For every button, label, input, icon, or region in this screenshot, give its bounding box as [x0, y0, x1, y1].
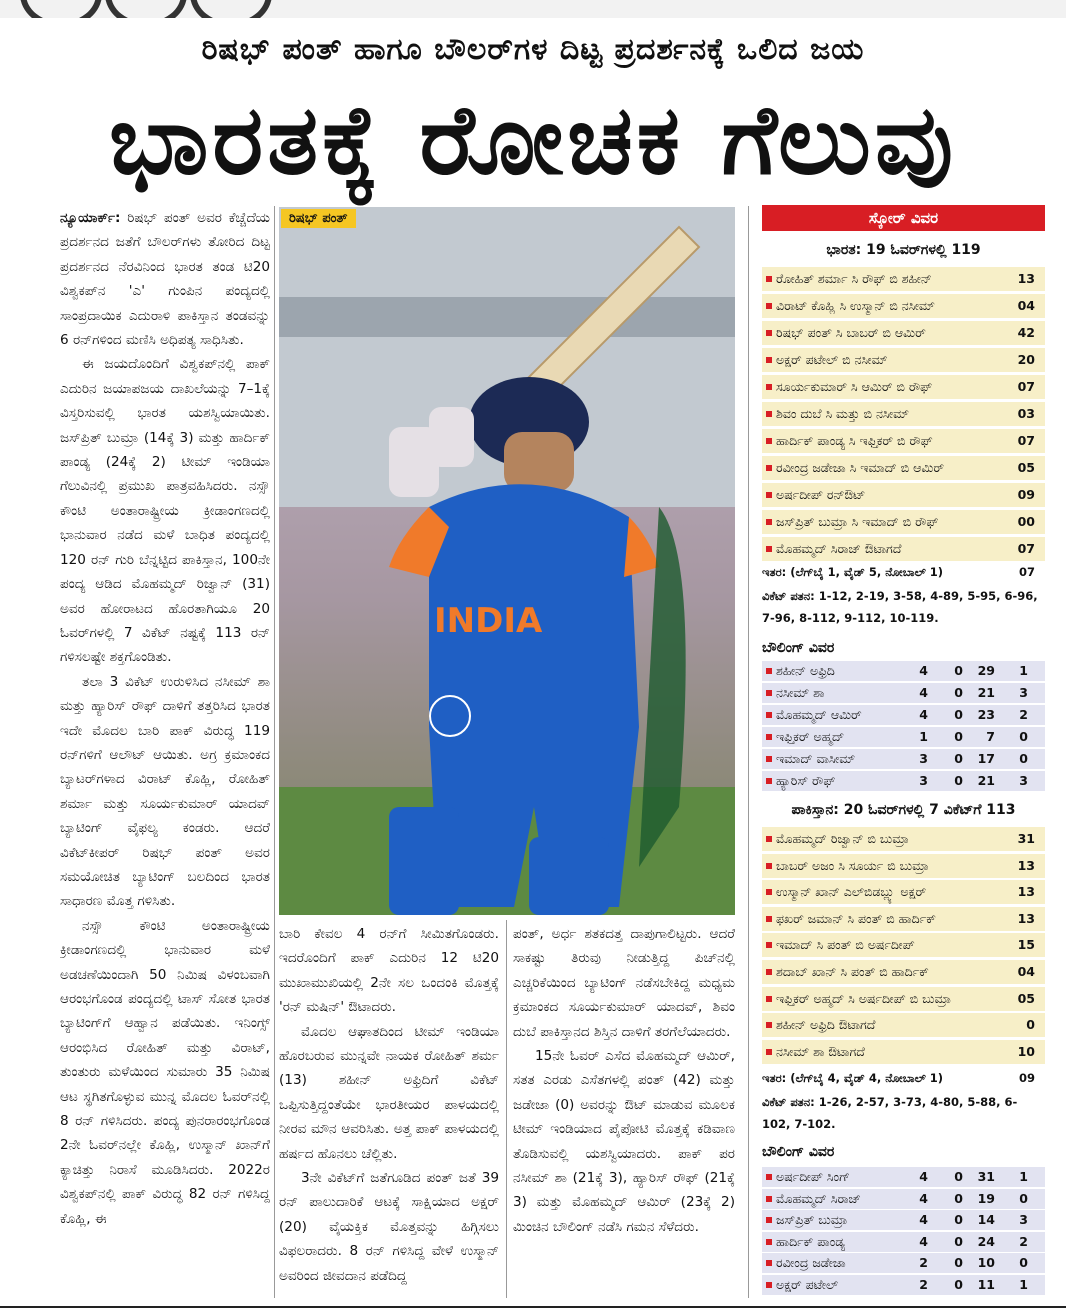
bullet-icon: [766, 411, 772, 417]
batter-runs: 13: [1017, 271, 1035, 286]
article-paragraph: ಮೊದಲ ಆಘಾತದಿಂದ ಟೀಮ್ ಇಂಡಿಯಾ ಹೊರಬರುವ ಮುನ್ನವೇ ನಾಯಕ ರೋಹಿತ್ ಶರ್ಮ (13) ಶಹೀನ್ ಅಫ್ರಿದಿಗೆ ವಿಕೆಟ್ ಒಪ್ಪಿಸುತ್ತಿದ್ದಂತೆಯೇ ಭಾರತೀಯರ ಪಾಳಯದಲ್ಲಿ ನೀರವ ಮೌನ ಆವರಿಸಿತು. ಅತ್ತ ಪಾಕ್ ಪಾಳಯದಲ್ಲಿ ಹರ್ಷದ ಹೊನಲು ಚೆಲ್ಲಿತು.: [279, 1023, 499, 1162]
batter-runs: 00: [1017, 514, 1035, 529]
bowler-wickets: 1: [1019, 663, 1028, 678]
bowler-overs: 4: [919, 1233, 928, 1249]
bowler-overs: 3: [919, 751, 928, 766]
bullet-icon: [766, 996, 772, 1002]
batting-pad: [529, 837, 609, 915]
jersey-lettering: INDIA: [434, 601, 543, 641]
main-headline: ಭಾರತಕ್ಕೆ ರೋಚಕ ಗೆಲುವು: [108, 84, 958, 196]
bowling-row: [762, 1189, 1045, 1211]
batter-name: ಜಸ್‌ಪ್ರಿತ್ ಬುಮ್ರಾ ಸಿ ಇಮಾದ್ ಬಿ ರೌಫ್: [776, 514, 939, 529]
batter-name: ನಸೀಮ್ ಶಾ ಔಟಾಗದೆ: [776, 1043, 865, 1059]
batting-row: [762, 483, 1045, 509]
batter-name: ಉಸ್ಮಾನ್ ಖಾನ್ ಎಲ್‌ಬಿಡಬ್ಲ್ಯು ಅಕ್ಷರ್: [776, 884, 927, 900]
batter-name: ರಿಷಭ್ ಪಂತ್ ಸಿ ಬಾಬರ್ ಬಿ ಆಮಿರ್: [776, 325, 926, 340]
scorecard: [762, 205, 1045, 1295]
bowler-wickets: 3: [1019, 685, 1028, 700]
bowler-wickets: 3: [1019, 773, 1028, 788]
batter-name: ಇಮಾದ್ ಸಿ ಪಂತ್ ಬಿ ಅರ್ಷದೀಪ್: [776, 937, 915, 953]
bowler-runs: 11: [977, 1276, 995, 1292]
batter-runs: 05: [1017, 460, 1035, 475]
batter-runs: 13: [1017, 910, 1035, 926]
batter-name: ಮೊಹಮ್ಮದ್ ರಿಜ್ವಾನ್ ಬಿ ಬುಮ್ರಾ: [776, 831, 910, 846]
bowler-name: ಮೊಹಮ್ಮದ್ ಸಿರಾಜ್: [776, 1190, 861, 1206]
batting-row: [762, 1013, 1045, 1039]
batting-row: [762, 537, 1045, 563]
article-column-2: [279, 922, 499, 1294]
batter-runs: 10: [1017, 1043, 1035, 1059]
bowler-name: ಹ್ಯಾರಿಸ್ ರೌಫ್: [776, 773, 836, 788]
bullet-icon: [766, 384, 772, 390]
kicker-headline: ರಿಷಭ್ ಪಂತ್ ಹಾಗೂ ಬೌಲರ್‌ಗಳ ದಿಟ್ಟ ಪ್ರದರ್ಶನಕ್ಕೆ ಒಲಿದ ಜಯ: [201, 32, 865, 67]
bowler-maidens: 0: [954, 1169, 963, 1184]
bullet-icon: [766, 357, 772, 363]
bowler-wickets: 1: [1019, 1169, 1028, 1184]
bowler-runs: 21: [977, 685, 995, 700]
batting-glove: [429, 407, 474, 467]
batting-row: [762, 294, 1045, 320]
bowler-runs: 19: [977, 1190, 995, 1206]
batter-runs: 31: [1017, 831, 1035, 846]
bowler-name: ಅರ್ಷದೀಪ್ ಸಿಂಗ್: [776, 1169, 850, 1184]
batting-row: [762, 987, 1045, 1013]
tournament-logo-icon: [429, 695, 471, 737]
article-paragraph: ಬಾರಿ ಕೇವಲ 4 ರನ್‌ಗೆ ಸೀಮಿತಗೊಂಡರು. ಇದರೊಂದಿಗೆ ಪಾಕ್ ಎದುರಿನ 12 ಟಿ20 ಮುಖಾಮುಖಿಯಲ್ಲಿ 2ನೇ ಸಲ ಒಂದಂಕಿ ಮೊತ್ತಕ್ಕೆ 'ರನ್ ಮಷಿನ್' ಔಟಾದರು.: [279, 926, 499, 1016]
pakistan-bowling-title: ಬೌಲಿಂಗ್ ವಿವರ: [762, 640, 835, 656]
batting-row: [762, 827, 1045, 853]
batter-runs: 04: [1017, 298, 1035, 313]
bowling-row: [762, 1167, 1045, 1189]
article-paragraph: 15ನೇ ಓವರ್ ಎಸೆದ ಮೊಹಮ್ಮದ್ ಆಮಿರ್, ಸತತ ಎರಡು ಎಸೆತಗಳಲ್ಲಿ ಪಂತ್ (42) ಮತ್ತು ಜಡೇಜಾ (0) ಅವರನ್ನು ಔಟ್ ಮಾಡುವ ಮೂಲಕ ಟೀಮ್ ಇಂಡಿಯಾದ ಪೈಪೋಟಿ ಮೊತ್ತಕ್ಕೆ ಕಡಿವಾಣ ತೊಡಿಸುವಲ್ಲಿ ಯಶಸ್ವಿಯಾದರು. ಪಾಕ್ ಪರ ನಸೀಮ್ ಶಾ (21ಕ್ಕೆ 3), ಹ್ಯಾರಿಸ್ ರೌಫ್ (21ಕ್ಕೆ 3) ಮತ್ತು ಮೊಹಮ್ಮದ್ ಆಮಿರ್ (23ಕ್ಕೆ 2) ಮಿಂಚಿನ ಬೌಲಿಂಗ್ ನಡೆಸಿ ಗಮನ ಸೆಳೆದರು.: [513, 1048, 735, 1235]
bowler-runs: 29: [977, 663, 995, 678]
bowler-maidens: 0: [954, 773, 963, 788]
bowler-runs: 23: [977, 707, 995, 722]
bowler-wickets: 0: [1019, 729, 1028, 744]
bowler-overs: 4: [919, 707, 928, 722]
bowler-maidens: 0: [954, 663, 963, 678]
bowler-runs: 17: [977, 751, 995, 766]
bowler-overs: 1: [919, 729, 928, 744]
masthead-logo-fragment: [190, 0, 272, 18]
bowler-runs: 7: [986, 729, 995, 744]
batting-row: [762, 375, 1045, 401]
batting-row: [762, 321, 1045, 347]
bowler-maidens: 0: [954, 685, 963, 700]
pakistan-innings-header: ಪಾಕಿಸ್ತಾನ: 20 ಓವರ್‌ಗಳಲ್ಲಿ 7 ವಿಕೆಟ್‌ಗೆ 113: [791, 802, 1016, 818]
bowler-overs: 4: [919, 685, 928, 700]
batting-row: [762, 510, 1045, 536]
bowler-overs: 4: [919, 663, 928, 678]
bowler-wickets: 2: [1019, 1233, 1028, 1249]
bowler-maidens: 0: [954, 1276, 963, 1292]
batting-row: [762, 907, 1045, 933]
masthead-logo-fragment: [20, 0, 102, 18]
bullet-icon: [766, 712, 772, 718]
bullet-icon: [766, 1196, 772, 1202]
batting-row: [762, 456, 1045, 482]
batting-row: [762, 880, 1045, 906]
bowler-runs: 21: [977, 773, 995, 788]
photo-illustration: [279, 207, 735, 915]
bullet-icon: [766, 863, 772, 869]
india-bowling-title: ಬೌಲಿಂಗ್ ವಿವರ: [762, 1144, 835, 1160]
batter-name: ಅಕ್ಷರ್ ಪಟೇಲ್ ಬಿ ನಸೀಮ್: [776, 352, 888, 367]
batter-name: ಅರ್ಷದೀಪ್ ರನ್‌ಔಟ್: [776, 487, 866, 502]
article-column-1: [60, 206, 270, 1296]
bowler-wickets: 3: [1019, 1212, 1028, 1227]
batting-row: [762, 960, 1045, 986]
bowler-runs: 14: [977, 1212, 995, 1227]
bullet-icon: [766, 1022, 772, 1028]
bowling-row: [762, 727, 1045, 749]
bowler-maidens: 0: [954, 707, 963, 722]
bullet-icon: [766, 330, 772, 336]
bowler-name: ನಸೀಮ್ ಶಾ: [776, 685, 825, 700]
batting-row: [762, 402, 1045, 428]
bullet-icon: [766, 836, 772, 842]
bowler-name: ಇಫ್ತಿಕರ್ ಅಹ್ಮದ್: [776, 729, 845, 744]
batting-row: [762, 854, 1045, 880]
article-paragraph: ಈ ಜಯದೊಂದಿಗೆ ವಿಶ್ವಕಪ್‌ನಲ್ಲಿ ಪಾಕ್ ಎದುರಿನ ಜಯಾಪಜಯ ದಾಖಲೆಯನ್ನು 7–1ಕ್ಕೆ ವಿಸ್ತರಿಸುವಲ್ಲಿ ಭಾರತ ಯಶಸ್ವಿಯಾಯಿತು. ಜಸ್‌ಪ್ರಿತ್ ಬುಮ್ರಾ (14ಕ್ಕೆ 3) ಮತ್ತು ಹಾರ್ದಿಕ್ ಪಾಂಡ್ಯ (24ಕ್ಕೆ 2) ಟೀಮ್ ಇಂಡಿಯಾ ಗೆಲುವಿನಲ್ಲಿ ಪ್ರಮುಖ ಪಾತ್ರವಹಿಸಿದರು. ನಸ್ಸೌ ಕೌಂಟಿ ಅಂತಾರಾಷ್ಟ್ರೀಯ ಕ್ರೀಡಾಂಗಣದಲ್ಲಿ ಭಾನುವಾರ ನಡೆದ ಮಳೆ ಬಾಧಿತ ಪಂದ್ಯದಲ್ಲಿ 120 ರನ್ ಗುರಿ ಬೆನ್ನಟ್ಟಿದ ಪಾಕಿಸ್ತಾನ, 100ನೇ ಪಂದ್ಯ ಆಡಿದ ಮೊಹಮ್ಮದ್ ರಿಜ್ವಾನ್ (31) ಅವರ ಹೋರಾಟದ ಹೊರತಾಗಿಯೂ 20 ಓವರ್‌ಗಳಲ್ಲಿ 7 ವಿಕೆಟ್ ನಷ್ಟಕ್ಕೆ 113 ರನ್ ಗಳಿಸಲಷ್ಟೇ ಶಕ್ತಗೊಂಡಿತು.: [60, 356, 270, 666]
bowler-name: ರವೀಂದ್ರ ಜಡೇಜಾ: [776, 1255, 846, 1270]
article-column-3: [513, 922, 735, 1294]
bowler-overs: 3: [919, 773, 928, 788]
column-divider: [748, 206, 749, 1298]
batting-row: [762, 933, 1045, 959]
india-fall-of-wickets: ವಿಕೆಟ್ ಪತನ: 1-12, 2-19, 3-58, 4-89, 5-95, 6-96, 7-96, 8-112, 9-112, 10-119.: [762, 589, 1038, 625]
bowling-row: [762, 1210, 1045, 1232]
bowler-name: ಮೊಹಮ್ಮದ್ ಆಮಿರ್: [776, 707, 862, 722]
bowling-row: [762, 705, 1045, 727]
bullet-icon: [766, 276, 772, 282]
bullet-icon: [766, 303, 772, 309]
bullet-icon: [766, 492, 772, 498]
batter-runs: 04: [1017, 964, 1035, 979]
bowler-maidens: 0: [954, 1233, 963, 1249]
player-photo: [279, 207, 735, 915]
bowler-maidens: 0: [954, 729, 963, 744]
bullet-icon: [766, 438, 772, 444]
bullet-icon: [766, 889, 772, 895]
bowler-overs: 4: [919, 1212, 928, 1227]
bowler-name: ಹಾರ್ದಿಕ್ ಪಾಂಡ್ಯ: [776, 1233, 845, 1249]
batter-name: ಹಾರ್ದಿಕ್ ಪಾಂಡ್ಯ ಸಿ ಇಫ್ತಿಕರ್ ಬಿ ರೌಫ್: [776, 433, 933, 448]
bullet-icon: [766, 1217, 772, 1223]
bullet-icon: [766, 969, 772, 975]
bullet-icon: [766, 546, 772, 552]
bullet-icon: [766, 756, 772, 762]
bowler-maidens: 0: [954, 1212, 963, 1227]
bullet-icon: [766, 1260, 772, 1266]
batter-name: ಶಿವಂ ದುಬೆ ಸಿ ಮತ್ತು ಬಿ ನಸೀಮ್: [776, 406, 910, 421]
batter-runs: 05: [1017, 990, 1035, 1006]
pakistan-extras: ಇತರ: (ಲೆಗ್‌ಬೈ 4, ವೈಡ್ 4, ನೋಬಾಲ್ 1) 09: [762, 1071, 1035, 1085]
batting-row: [762, 429, 1045, 455]
masthead-logo-fragment: [105, 0, 187, 18]
bowler-wickets: 0: [1019, 1255, 1028, 1270]
batter-name: ಮೊಹಮ್ಮದ್ ಸಿರಾಜ್ ಔಟಾಗದೆ: [776, 541, 902, 556]
batter-runs: 13: [1017, 857, 1035, 873]
batting-row: [762, 267, 1045, 293]
bowling-row: [762, 1253, 1045, 1275]
bullet-icon: [766, 1049, 772, 1055]
batter-name: ವಿರಾಟ್ ಕೊಹ್ಲಿ ಸಿ ಉಸ್ಮಾನ್ ಬಿ ನಸೀಮ್: [776, 298, 935, 313]
column-divider: [506, 920, 507, 1298]
batter-name: ಫಖರ್ ಜಮಾನ್ ಸಿ ಪಂತ್ ಬಿ ಹಾರ್ದಿಕ್: [776, 910, 936, 926]
stand-tier: [279, 297, 735, 337]
article-paragraph: ನಸ್ಸೌ ಕೌಂಟಿ ಅಂತಾರಾಷ್ಟ್ರೀಯ ಕ್ರೀಡಾಂಗಣದಲ್ಲಿ ಭಾನುವಾರ ಮಳೆ ಅಡಚಣೆಯಿಂದಾಗಿ 50 ನಿಮಿಷ ವಿಳಂಬವಾಗಿ ಆರಂಭಗೊಂಡ ಪಂದ್ಯದಲ್ಲಿ ಟಾಸ್ ಸೋತ ಭಾರತ ಬ್ಯಾಟಿಂಗ್‌ಗೆ ಆಹ್ವಾನ ಪಡೆಯಿತು. ಇನಿಂಗ್ಸ್ ಆರಂಭಿಸಿದ ರೋಹಿತ್ ಮತ್ತು ವಿರಾಟ್, ತುಂತುರು ಮಳೆಯಿಂದ ಸುಮಾರು 35 ನಿಮಿಷ ಆಟ ಸ್ಥಗಿತಗೊಳ್ಳುವ ಮುನ್ನ ಮೊದಲ ಓವರ್‌ನಲ್ಲಿ 8 ರನ್ ಗಳಿಸಿದರು. ಪಂದ್ಯ ಪುನರಾರಂಭಗೊಂಡ 2ನೇ ಓವರ್‌ನಲ್ಲೇ ಕೊಹ್ಲಿ, ಉಸ್ಮಾನ್ ಖಾನ್‌ಗೆ ಕ್ಯಾಚಿತ್ತು ನಿರಾಸೆ ಮೂಡಿಸಿದರು. 2022ರ ವಿಶ್ವಕಪ್‌ನಲ್ಲಿ ಪಾಕ್ ವಿರುದ್ಧ 82 ರನ್ ಗಳಿಸಿದ್ದ ಕೊಹ್ಲಿ, ಈ: [60, 917, 270, 1227]
bowler-wickets: 1: [1019, 1276, 1028, 1292]
bowler-wickets: 2: [1019, 707, 1028, 722]
bowler-name: ಅಕ್ಷರ್ ಪಟೇಲ್: [776, 1276, 839, 1292]
bullet-icon: [766, 916, 772, 922]
batter-runs: 0: [1026, 1017, 1035, 1033]
batter-runs: 07: [1017, 541, 1035, 556]
batter-runs: 13: [1017, 884, 1035, 900]
bowler-wickets: 0: [1019, 1190, 1028, 1206]
bowler-runs: 31: [977, 1169, 995, 1184]
article-paragraph: ತಲಾ 3 ವಿಕೆಟ್ ಉರುಳಿಸಿದ ನಸೀಮ್ ಶಾ ಮತ್ತು ಹ್ಯಾರಿಸ್ ರೌಫ್ ದಾಳಿಗೆ ತತ್ತರಿಸಿದ ಭಾರತ ಇದೇ ಮೊದಲ ಬಾರಿ ಪಾಕ್ ವಿರುದ್ಧ 119 ರನ್‌ಗಳಿಗೆ ಆಲೌಟ್ ಆಯಿತು. ಅಗ್ರ ಕ್ರಮಾಂಕದ ಬ್ಯಾಟರ್‌ಗಳಾದ ವಿರಾಟ್ ಕೊಹ್ಲಿ, ರೋಹಿತ್ ಶರ್ಮಾ ಮತ್ತು ಸೂರ್ಯಕುಮಾರ್ ಯಾದವ್ ಬ್ಯಾಟಿಂಗ್ ವೈಫಲ್ಯ ಕಂಡರು. ಆದರೆ ವಿಕೆಟ್‌ಕೀಪರ್ ರಿಷಭ್ ಪಂತ್ ಅವರ ಸಮಯೋಚಿತ ಬ್ಯಾಟಿಂಗ್ ಬಲದಿಂದ ಭಾರತ ಸಾಧಾರಣ ಮೊತ್ತ ಗಳಿಸಿತು.: [60, 673, 270, 910]
photo-caption: ರಿಷಭ್ ಪಂತ್: [281, 209, 356, 228]
bullet-icon: [766, 519, 772, 525]
batting-row: [762, 1040, 1045, 1066]
page-bottom-rule: [0, 1306, 1066, 1308]
bullet-icon: [766, 942, 772, 948]
batter-runs: 07: [1017, 379, 1035, 394]
bowler-runs: 24: [977, 1233, 995, 1249]
bowler-overs: 4: [919, 1169, 928, 1184]
column-divider: [274, 206, 275, 1298]
masthead-strip: [0, 0, 1066, 18]
batting-pad: [389, 807, 459, 915]
bowler-overs: 2: [919, 1276, 928, 1292]
bowler-maidens: 0: [954, 1255, 963, 1270]
batting-row: [762, 348, 1045, 374]
batter-name: ಇಫ್ತಿಕರ್ ಅಹ್ಮದ್ ಸಿ ಅರ್ಷದೀಪ್ ಬಿ ಬುಮ್ರಾ: [776, 990, 952, 1006]
batter-name: ರವೀಂದ್ರ ಜಡೇಜಾ ಸಿ ಇಮಾದ್ ಬಿ ಆಮಿರ್: [776, 460, 945, 475]
pakistan-fall-of-wickets: ವಿಕೆಟ್ ಪತನ: 1-26, 2-57, 3-73, 4-80, 5-88, 6-102, 7-102.: [762, 1095, 1018, 1131]
batter-runs: 07: [1017, 433, 1035, 448]
bowling-row: [762, 661, 1045, 683]
bowler-runs: 10: [977, 1255, 995, 1270]
bullet-icon: [766, 668, 772, 674]
india-extras: ಇತರ: (ಲೆಗ್‌ಬೈ 1, ವೈಡ್ 5, ನೋಬಾಲ್ 1) 07: [762, 565, 1035, 579]
india-innings-header: ಭಾರತ: 19 ಓವರ್‌ಗಳಲ್ಲಿ 119: [826, 242, 981, 258]
batter-name: ಬಾಬರ್ ಅಜಂ ಸಿ ಸೂರ್ಯ ಬಿ ಬುಮ್ರಾ: [776, 857, 929, 873]
batter-runs: 09: [1017, 487, 1035, 502]
dateline: ನ್ಯೂಯಾರ್ಕ್:: [60, 210, 121, 226]
bowler-name: ಜಸ್‌ಪ್ರಿತ್ ಬುಮ್ರಾ: [776, 1212, 848, 1227]
article-paragraph: 3ನೇ ವಿಕೆಟ್‌ಗೆ ಜತೆಗೂಡಿದ ಪಂತ್ ಜತೆ 39 ರನ್ ಪಾಲುದಾರಿಕೆ ಆಟಕ್ಕೆ ಸಾಕ್ಷಿಯಾದ ಅಕ್ಷರ್ (20) ವೈಯಕ್ತಿಕ ಮೊತ್ತವನ್ನು ಹಿಗ್ಗಿಸಲು ವಿಫಲರಾದರು. 8 ರನ್ ಗಳಿಸಿದ್ದ ವೇಳೆ ಉಸ್ಮಾನ್ ಅವರಿಂದ ಜೀವದಾನ ಪಡೆದಿದ್ದ: [279, 1170, 499, 1284]
bowling-row: [762, 683, 1045, 705]
bowling-row: [762, 749, 1045, 771]
bowler-overs: 2: [919, 1255, 928, 1270]
bowler-maidens: 0: [954, 751, 963, 766]
bowler-overs: 4: [919, 1190, 928, 1206]
batter-name: ರೋಹಿತ್ ಶರ್ಮಾ ಸಿ ರೌಫ್ ಬಿ ಶಹೀನ್: [776, 271, 932, 286]
batter-name: ಶಹೀನ್ ಅಫ್ರಿದಿ ಔಟಾಗದೆ: [776, 1017, 876, 1033]
bowler-wickets: 0: [1019, 751, 1028, 766]
batter-runs: 03: [1017, 406, 1035, 421]
bowling-row: [762, 1232, 1045, 1254]
batter-runs: 15: [1017, 937, 1035, 953]
bowling-row: [762, 1275, 1045, 1297]
batter-name: ಸೂರ್ಯಕುಮಾರ್ ಸಿ ಆಮಿರ್ ಬಿ ರೌಫ್: [776, 379, 933, 394]
bowler-name: ಶಹೀನ್ ಅಫ್ರಿದಿ: [776, 663, 835, 678]
bowler-name: ಇಮಾದ್ ವಾಸೀಮ್: [776, 751, 856, 766]
bullet-icon: [766, 1174, 772, 1180]
batter-name: ಶದಾಬ್ ಖಾನ್ ಸಿ ಪಂತ್ ಬಿ ಹಾರ್ದಿಕ್: [776, 964, 929, 979]
article-paragraph: ನ್ಯೂಯಾರ್ಕ್: ರಿಷಭ್ ಪಂತ್ ಅವರ ಕೆಚ್ಚೆದೆಯ ಪ್ರದರ್ಶನದ ಜತೆಗೆ ಬೌಲರ್‌ಗಳು ತೋರಿದ ದಿಟ್ಟ ಪ್ರದರ್ಶನದ ನೆರವಿನಿಂದ ಭಾರತ ತಂಡ ಟಿ20 ವಿಶ್ವಕಪ್‌ನ 'ಎ' ಗುಂಪಿನ ಪಂದ್ಯದಲ್ಲಿ ಸಾಂಪ್ರದಾಯಿಕ ಎದುರಾಳಿ ಪಾಕಿಸ್ತಾನ ತಂಡವನ್ನು 6 ರನ್‌ಗಳಿಂದ ಮಣಿಸಿ ಅಧಿಪತ್ಯ ಸಾಧಿಸಿತು.: [60, 210, 270, 349]
bullet-icon: [766, 1239, 772, 1245]
article-paragraph: ಪಂತ್, ಅರ್ಧ ಶತಕದತ್ತ ದಾಪುಗಾಲಿಟ್ಟರು. ಆದರೆ ಸಾಕಷ್ಟು ತಿರುವು ನೀಡುತ್ತಿದ್ದ ಪಿಚ್‌ನಲ್ಲಿ ಎಚ್ಚರಿಕೆಯಿಂದ ಬ್ಯಾಟಿಂಗ್ ನಡೆಸಬೇಕಿದ್ದ ಮಧ್ಯಮ ಕ್ರಮಾಂಕದ ಸೂರ್ಯಕುಮಾರ್ ಯಾದವ್, ಶಿವಂ ದುಬೆ ಪಾಕಿಸ್ತಾನದ ಶಿಸ್ತಿನ ದಾಳಿಗೆ ತರಗೆಲೆಯಾದರು.: [513, 926, 735, 1040]
bullet-icon: [766, 465, 772, 471]
batter-runs: 42: [1017, 325, 1035, 340]
bullet-icon: [766, 734, 772, 740]
scorecard-title: ಸ್ಕೋರ್ ವಿವರ: [762, 205, 1045, 231]
bullet-icon: [766, 690, 772, 696]
face: [504, 432, 574, 492]
bullet-icon: [766, 778, 772, 784]
batter-runs: 20: [1017, 352, 1035, 367]
bullet-icon: [766, 1282, 772, 1288]
bowling-row: [762, 771, 1045, 793]
bowler-maidens: 0: [954, 1190, 963, 1206]
